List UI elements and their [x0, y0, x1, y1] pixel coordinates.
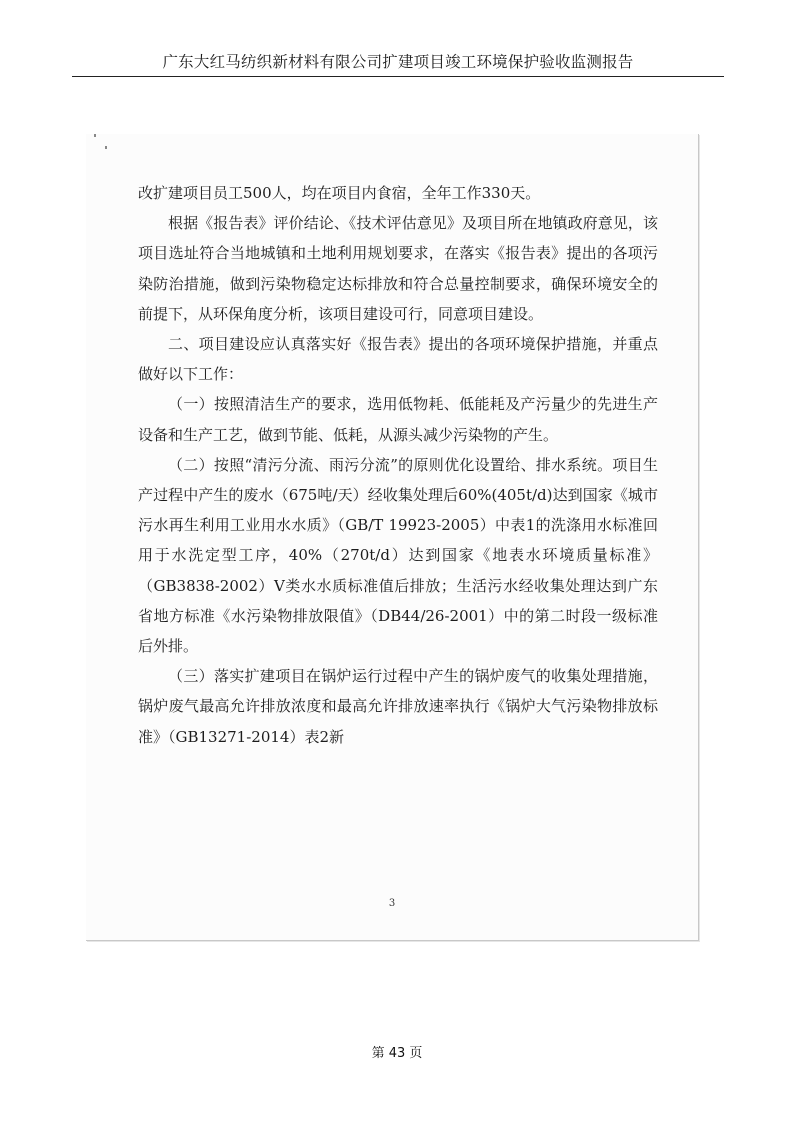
scanned-text-body	[138, 178, 658, 752]
paragraph: （二）按照“清污分流、雨污分流”的原则优化设置给、排水系统。项目生产过程中产生的废水（675吨/天）经收集处理后60%(405t/d)达到国家《城市污水再生利用工业用水水质》（GB/T 19923-2005）中表1的洗涤用水标准回用于水洗定型工序，40%（270t/d）达到国家《地表水环境质量标准》（GB3838-2002）V类水水质标准值后排放；生活污水经收集处理达到广东省地方标准《水污染物排放限值》（DB44/26-2001）中的第二时段一级标准后外排。	[138, 455, 658, 656]
scan-speck	[105, 146, 107, 149]
scanned-page	[86, 134, 699, 941]
paragraph: （一）按照清洁生产的要求，选用低物耗、低能耗及产污量少的先进生产设备和生产工艺，做到节能、低耗，从源头减少污染物的产生。	[138, 395, 658, 444]
paragraph: 二、项目建设应认真落实好《报告表》提出的各项环境保护措施，并重点做好以下工作：	[138, 335, 658, 384]
page-header-title: 广东大红马纺织新材料有限公司扩建项目竣工环境保护验收监测报告	[72, 50, 724, 77]
paragraph: （三）落实扩建项目在锅炉运行过程中产生的锅炉废气的收集处理措施，锅炉废气最高允许排放浓度和最高允许排放速率执行《锅炉大气污染物排放标准》（GB13271-2014）表2新	[138, 667, 658, 746]
scanned-page-number: 3	[388, 898, 396, 909]
page-footer-number: 第 43 页	[371, 1046, 423, 1061]
scan-speck	[94, 134, 96, 137]
paragraph: 改扩建项目员工500人，均在项目内食宿，全年工作330天。	[138, 184, 541, 202]
paragraph: 根据《报告表》评价结论、《技术评估意见》及项目所在地镇政府意见，该项目选址符合当地城镇和土地利用规划要求，在落实《报告表》提出的各项污染防治措施，做到污染物稳定达标排放和符合总量控制要求，确保环境安全的前提下，从环保角度分析，该项目建设可行，同意项目建设。	[138, 214, 658, 323]
